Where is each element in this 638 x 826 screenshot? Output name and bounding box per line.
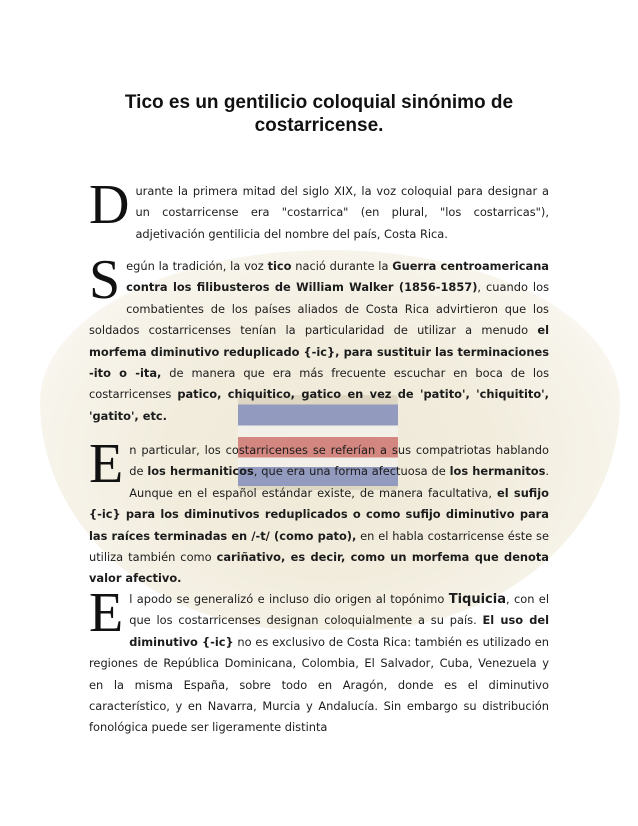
paragraph-text: egún la tradición, la voz xyxy=(126,259,268,273)
bold-term: cariñativo, es decir, como un morfema que denota valor afectivo. xyxy=(89,550,549,586)
paragraph-text: en el habla costarricense éste se utiliza también como xyxy=(89,528,549,565)
paragraph-3 xyxy=(89,433,550,590)
bold-term: tico xyxy=(267,259,292,273)
bold-term: El uso del diminutivo {-ic} xyxy=(129,613,549,649)
bold-term: Tiquicia xyxy=(448,592,506,607)
dropcap: E xyxy=(89,582,124,644)
bold-term: Guerra centroamericana contra los filibusteros de William Walker (1856-1857) xyxy=(126,259,549,295)
paragraph-text: l apodo se generalizó e incluso dio origen al topónimo xyxy=(129,592,449,606)
paragraph-text: , que era una forma afectuosa de xyxy=(253,464,450,479)
paragraph-text: , cuando los combatientes de los países aliados de Costa Rica advirtieron que los soldados costarricenses tenían la particularidad de utilizar a menudo xyxy=(89,280,550,338)
page-title: Tico es un gentilicio coloquial sinónimo de costarricense. xyxy=(124,92,514,136)
dropcap: D xyxy=(89,174,130,236)
paragraph-1 xyxy=(89,174,549,245)
paragraph-text: urante la primera mitad del siglo XIX, la voz coloquial para designar a un costarricense era "costarrica" (en plural, "los costarricas"), adjetivación gentilicia del nombre del país, Costa Rica. xyxy=(135,184,549,241)
bold-term: el morfema diminutivo reduplicado {-ic}, para sustituir las terminaciones -ito o -ita, xyxy=(89,323,549,381)
dropcap: E xyxy=(89,433,124,495)
dropcap: S xyxy=(89,249,121,311)
paragraph-2 xyxy=(89,249,550,427)
paragraph-text: . Aunque en el español estándar existe, de manera facultativa, xyxy=(129,464,550,500)
paragraph-4 xyxy=(89,582,550,739)
bold-term: el sufijo {-ic} para los diminutivos reduplicados o como sufijo diminutivo para las raíces terminadas en /-t/ (como pato), xyxy=(89,485,549,543)
paragraph-text: nació durante la xyxy=(291,259,393,273)
paragraph-text: no es exclusivo de Costa Rica: también es utilizado en regiones de República Dominicana, Colombia, El Salvador, Cuba, Venezuela y en la misma España, sobre todo en Aragón, donde es el diminutivo característico, y en Navarra, Murcia y Andalucía. Sin embargo su distribución fonológica puede ser ligeramente distinta xyxy=(89,634,550,735)
bold-term: los hermaniticos xyxy=(147,464,254,479)
paragraph-text: n particular, los costarricenses se referían a sus compatriotas hablando de xyxy=(129,443,549,479)
bold-term: los hermanitos xyxy=(449,464,546,479)
paragraph-text: , con el que los costarricenses designan coloquialmente a su país. xyxy=(129,592,549,628)
bold-term: patico, chiquitico, gatico en vez de 'patito', 'chiquitito', 'gatito', etc. xyxy=(89,387,549,423)
paragraph-text: de manera que era más frecuente escuchar en boca de los costarricenses xyxy=(89,366,550,402)
